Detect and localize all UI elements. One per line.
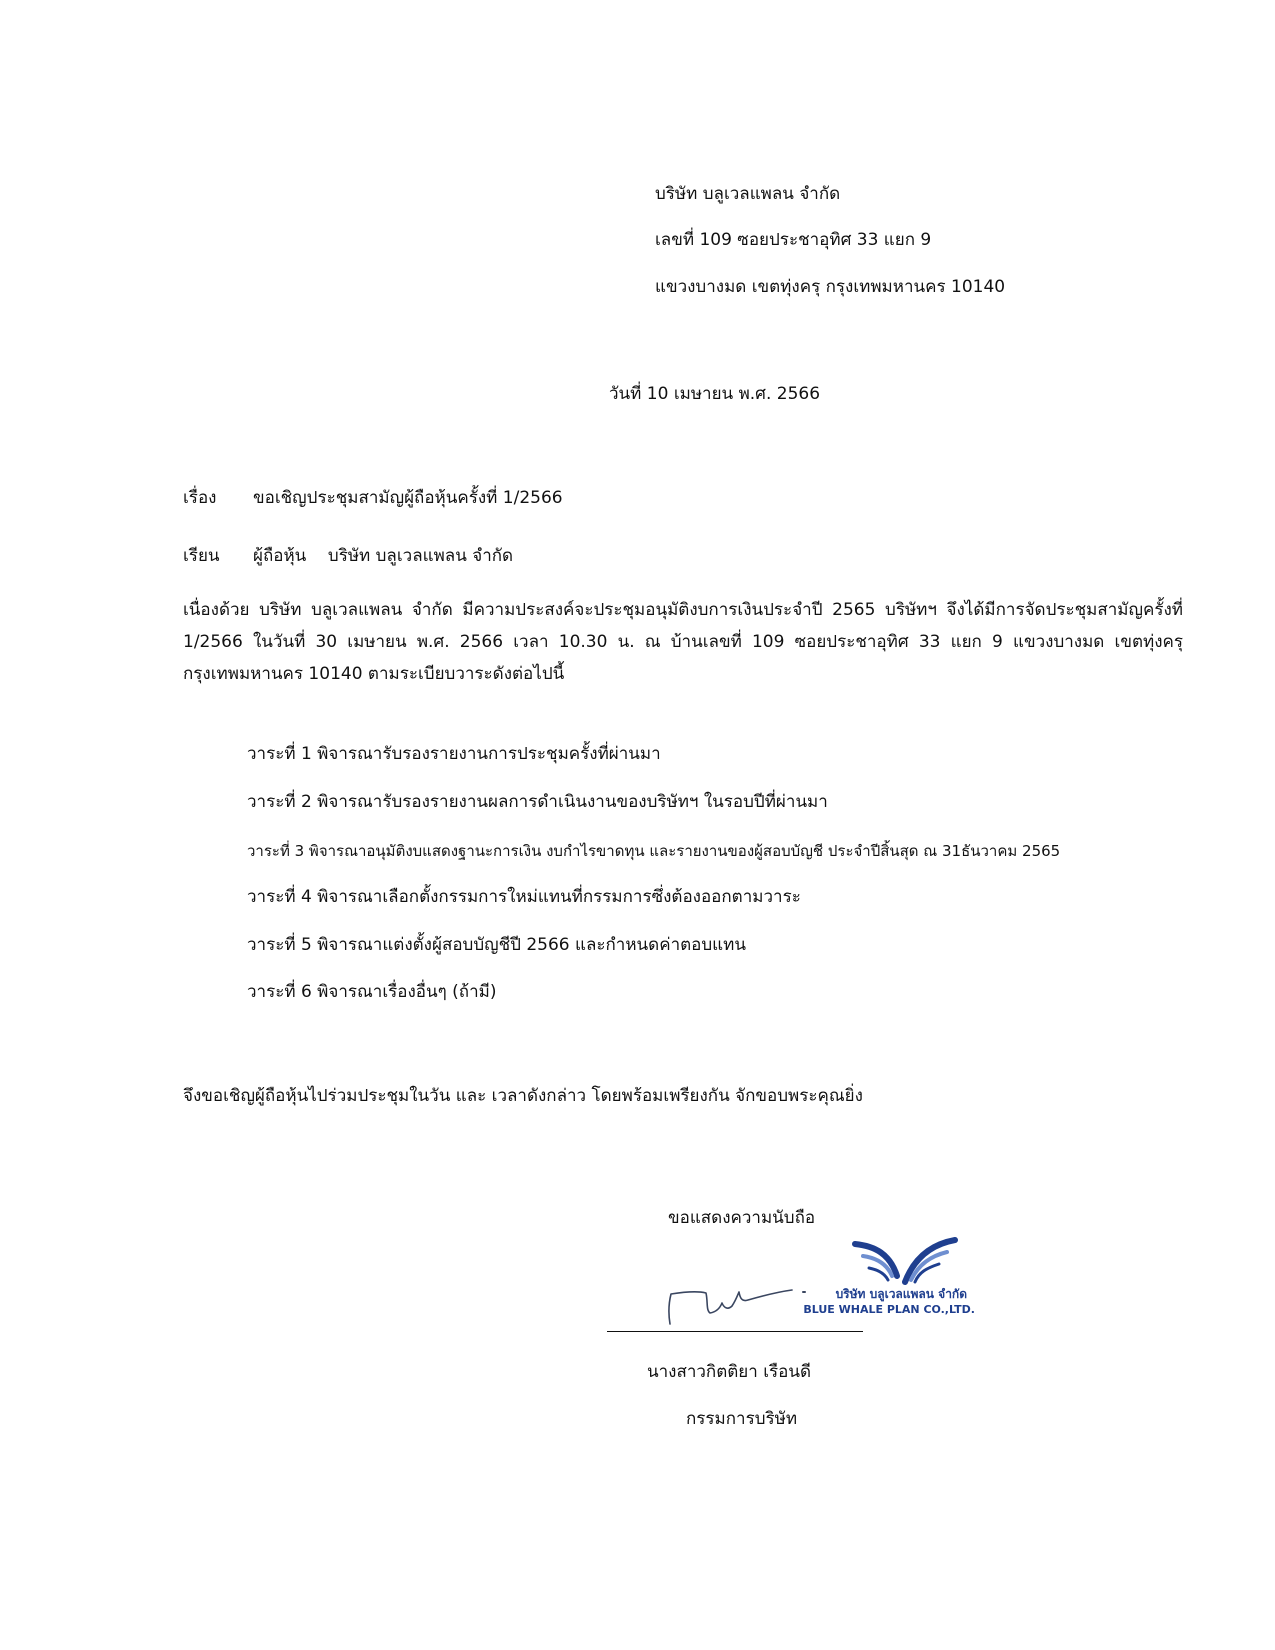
stamp-name-en: BLUE WHALE PLAN CO.,LTD. [803,1303,975,1316]
recipient-line [183,545,513,567]
letter-date: วันที่ 10 เมษายน พ.ศ. 2566 [609,384,821,404]
agenda-item-1: วาระที่ 1 พิจารณารับรองรายงานการประชุมครั้งที่ผ่านมา [247,744,661,764]
signature-line [607,1331,863,1332]
agenda-item-2: วาระที่ 2 พิจารณารับรองรายงานผลการดำเนินงานของบริษัทฯ ในรอบปีที่ผ่านมา [247,792,828,812]
sender-address-line1: เลขที่ 109 ซอยประชาอุทิศ 33 แยก 9 [655,230,932,250]
agenda-item-3: วาระที่ 3 พิจารณาอนุมัติงบแสดงฐานะการเงิน งบกำไรขาดทุน และรายงานของผู้สอบบัญชี ประจำปีสิ้นสุด ณ 31ธันวาคม 2565 [247,842,1061,860]
recipient-text: ผู้ถือหุ้น บริษัท บลูเวลแพลน จำกัด [253,546,514,566]
closing-sentence: จึงขอเชิญผู้ถือหุ้นไปร่วมประชุมในวัน และ เวลาดังกล่าว โดยพร้อมเพรียงกัน จักขอบพระคุณยิ่ง [183,1086,863,1106]
sender-company: บริษัท บลูเวลแพลน จำกัด [655,184,841,204]
company-stamp-logo [803,1232,1005,1327]
sender-address-line2: แขวงบางมด เขตทุ่งครุ กรุงเทพมหานคร 10140 [655,277,1006,297]
agenda-item-5: วาระที่ 5 พิจารณาแต่งตั้งผู้สอบบัญชีปี 2566 และกำหนดค่าตอบแทน [247,935,746,955]
signatory-name: นางสาวกิตติยา เรือนดี [647,1362,812,1382]
subject-line [183,487,563,509]
agenda-item-4: วาระที่ 4 พิจารณาเลือกตั้งกรรมการใหม่แทนที่กรรมการซึ่งต้องออกตามวาระ [247,887,801,907]
stamp-name-th: บริษัท บลูเวลแพลน จำกัด [835,1287,967,1301]
agenda-item-6: วาระที่ 6 พิจารณาเรื่องอื่นๆ (ถ้ามี) [247,982,497,1002]
signatory-title: กรรมการบริษัท [686,1409,798,1429]
regards-text: ขอแสดงความนับถือ [668,1208,816,1228]
recipient-label: เรียน [183,546,220,566]
handwritten-signature [662,1272,812,1332]
subject-text: ขอเชิญประชุมสามัญผู้ถือหุ้นครั้งที่ 1/2566 [253,488,563,508]
subject-label: เรื่อง [183,488,217,508]
body-paragraph: เนื่องด้วย บริษัท บลูเวลแพลน จำกัด มีความประสงค์จะประชุมอนุมัติงบการเงินประจำปี 2565 บริษัทฯ จึงได้มีการจัดประชุมสามัญครั้งที่ 1/2566 ในวันที่ 30 เมษายน พ.ศ. 2566 เวลา 10.30 น. ณ บ้านเลขที่ 109 ซอยประชาอุทิศ 33 แยก 9 แขวงบางมด เขตทุ่งครุ กรุงเทพมหานคร 10140 ตามระเบียบวาระดังต่อไปนี้ [183,600,1183,684]
